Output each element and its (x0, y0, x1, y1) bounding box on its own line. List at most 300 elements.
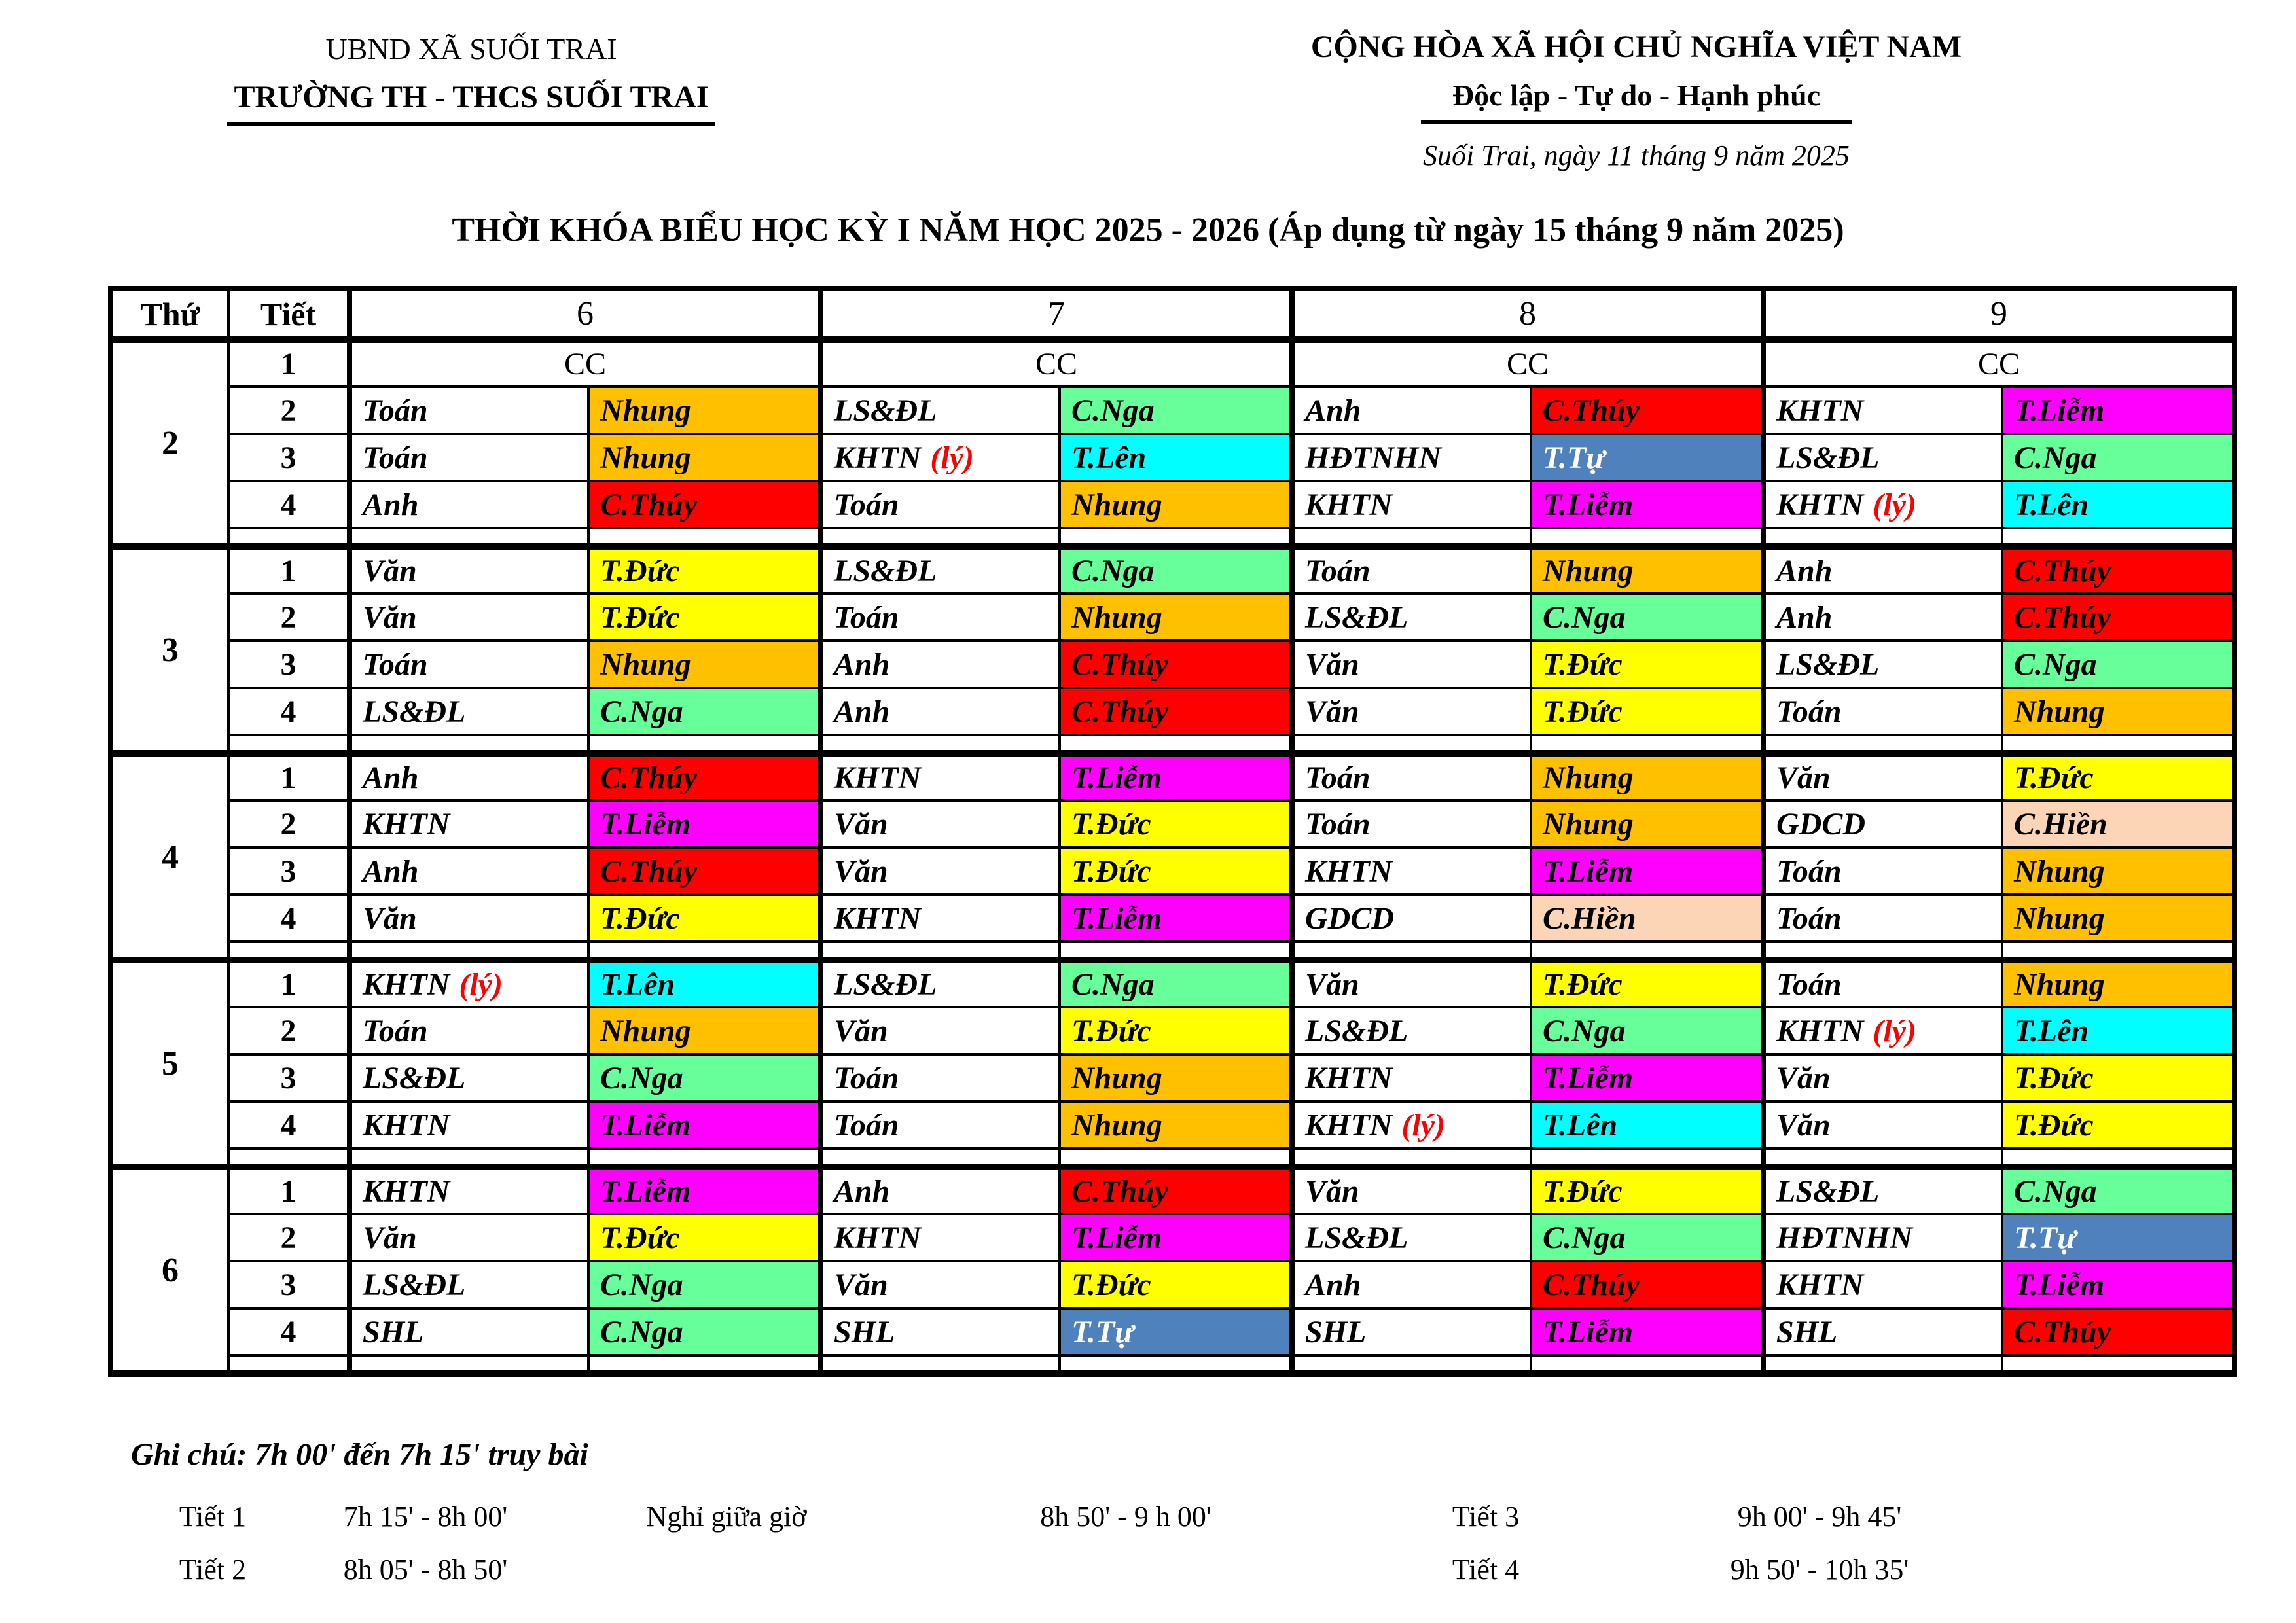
time-text: Tiết 2 (179, 1554, 247, 1586)
teacher-cell: T.Đức (1531, 960, 1763, 1007)
subject-label: LS&ĐL (363, 1267, 466, 1302)
subject-note: (lý) (1401, 1107, 1445, 1143)
subject-cell (1292, 895, 1531, 942)
subject-cell (1292, 847, 1531, 895)
subject-cell (821, 1054, 1060, 1101)
teacher-cell: Nhung (1531, 753, 1763, 800)
subject-label: Văn (1305, 694, 1359, 729)
subject-cell (1292, 434, 1531, 481)
period-cell: 4 (228, 688, 350, 735)
spacer-cell (228, 1355, 350, 1374)
period-cell: 1 (228, 1167, 350, 1214)
teacher-cell: Nhung (1531, 800, 1763, 847)
time-text: 8h 05' - 8h 50' (343, 1554, 508, 1586)
subject-cell (1292, 800, 1531, 847)
time-text (556, 1553, 897, 1586)
subject-cell (1763, 688, 2002, 735)
teacher-cell: T.Liễm (2002, 387, 2234, 434)
teacher-cell: C.Thúy (2002, 594, 2234, 641)
teacher-cell: C.Nga (588, 1308, 821, 1355)
spacer-cell (1292, 942, 1531, 960)
subject-label: Văn (1776, 1107, 1831, 1143)
period-cell: 3 (228, 434, 350, 481)
subject-label: LS&ĐL (1305, 1013, 1408, 1048)
timetable (108, 286, 2237, 1377)
subject-label: Văn (363, 599, 417, 635)
period-cell: 2 (228, 594, 350, 641)
teacher-cell: Nhung (1531, 546, 1763, 594)
time-text: 9h 00' - 9h 45' (1737, 1501, 1902, 1533)
teacher-cell: C.Thúy (1060, 688, 1292, 735)
subject-label: Toán (363, 1013, 428, 1048)
spacer-cell (1763, 1149, 2002, 1167)
teacher-cell: C.Nga (2002, 1167, 2234, 1214)
class-column-header: 9 (1763, 289, 2234, 340)
subject-cell (821, 481, 1060, 528)
period-cell: 4 (228, 1308, 350, 1355)
national-motto: Độc lập - Tự do - Hạnh phúc (1270, 78, 2003, 124)
subject-label: Văn (834, 853, 888, 889)
subject-cell (821, 1167, 1060, 1214)
subject-label: Anh (834, 694, 890, 729)
spacer-cell (2002, 942, 2234, 960)
subject-label: KHTN (363, 967, 450, 1002)
teacher-cell: T.Đức (1060, 1007, 1292, 1054)
teacher-cell: C.Thúy (588, 847, 821, 895)
subject-cell (350, 481, 588, 528)
teacher-cell: T.Liễm (588, 1167, 821, 1214)
subject-cell (1292, 753, 1531, 800)
teacher-cell: T.Đức (2002, 1054, 2234, 1101)
subject-cell (821, 387, 1060, 434)
teacher-cell: T.Liễm (1531, 1054, 1763, 1101)
subject-cell (1763, 1167, 2002, 1214)
spacer-cell (228, 1149, 350, 1167)
subject-label: Toán (834, 1060, 899, 1096)
subject-cell (1763, 800, 2002, 847)
teacher-cell: T.Tự (2002, 1214, 2234, 1261)
date-line: Suối Trai, ngày 11 tháng 9 năm 2025 (1423, 139, 1850, 171)
subject-cell (1763, 594, 2002, 641)
subject-label: LS&ĐL (1305, 599, 1408, 635)
spacer-cell (1292, 1149, 1531, 1167)
subject-cell (821, 800, 1060, 847)
time-text: 7h 15' - 8h 00' (343, 1501, 508, 1533)
subject-cell (821, 688, 1060, 735)
teacher-cell: Nhung (1060, 1101, 1292, 1149)
school-header-left (203, 31, 740, 126)
subject-label: Văn (363, 1220, 417, 1255)
teacher-cell: Nhung (1060, 594, 1292, 641)
page-title: THỜI KHÓA BIỂU HỌC KỲ I NĂM HỌC 2025 - 2026 (Áp dụng từ ngày 15 tháng 9 năm 2025) (452, 211, 1844, 249)
teacher-cell: T.Lên (1531, 1101, 1763, 1149)
footer-note: Ghi chú: 7h 00' đến 7h 15' truy bài (131, 1437, 588, 1472)
teacher-cell: C.Thúy (2002, 1308, 2234, 1355)
period-cell: 2 (228, 387, 350, 434)
teacher-cell: C.Thúy (588, 481, 821, 528)
spacer-cell (1763, 942, 2002, 960)
subject-label: Toán (363, 647, 428, 682)
subject-label: Anh (1305, 1267, 1361, 1302)
subject-cell (821, 753, 1060, 800)
subject-cell (350, 1261, 588, 1308)
subject-label: Văn (1776, 1060, 1831, 1096)
spacer-cell (588, 1355, 821, 1374)
period-cell: 1 (228, 340, 350, 387)
school-header-right (1270, 29, 2003, 172)
subject-cell (1292, 1261, 1531, 1308)
day-cell: 4 (111, 753, 228, 960)
org-name: UBND XÃ SUỐI TRAI (325, 32, 617, 65)
subject-label: KHTN (1305, 853, 1393, 889)
teacher-cell: Nhung (2002, 847, 2234, 895)
subject-cell (1763, 1101, 2002, 1149)
teacher-cell: Nhung (2002, 688, 2234, 735)
teacher-cell: T.Đức (588, 1214, 821, 1261)
schedule-times (131, 1500, 2166, 1586)
teacher-cell: C.Nga (1060, 960, 1292, 1007)
subject-cell (821, 960, 1060, 1007)
subject-label: KHTN (363, 1174, 450, 1209)
subject-cell (350, 688, 588, 735)
teacher-cell: C.Nga (1531, 1214, 1763, 1261)
teacher-cell: C.Nga (588, 1054, 821, 1101)
period-cell: 3 (228, 641, 350, 688)
period-cell: 4 (228, 481, 350, 528)
subject-cell (821, 641, 1060, 688)
subject-cell (1292, 1101, 1531, 1149)
day-cell: 5 (111, 960, 228, 1167)
subject-cell (1292, 546, 1531, 594)
spacer-cell (821, 1355, 1060, 1374)
teacher-cell: C.Thúy (2002, 546, 2234, 594)
time-text: Nghỉ giữa giờ (646, 1501, 807, 1533)
teacher-cell: T.Liễm (1060, 895, 1292, 942)
subject-cell (350, 1167, 588, 1214)
teacher-cell: T.Liễm (1060, 1214, 1292, 1261)
subject-note: (lý) (1873, 487, 1916, 522)
period-cell: 4 (228, 1101, 350, 1149)
time-text (897, 1553, 1355, 1586)
teacher-cell: C.Thúy (1060, 1167, 1292, 1214)
teacher-cell: T.Liễm (1531, 1308, 1763, 1355)
teacher-cell: T.Đức (588, 594, 821, 641)
subject-cell (350, 641, 588, 688)
spacer-cell (1531, 942, 1763, 960)
time-text: Tiết 1 (179, 1501, 247, 1533)
subject-label: Toán (834, 1107, 899, 1143)
subject-label: Văn (1305, 967, 1359, 1002)
subject-cell (821, 1007, 1060, 1054)
teacher-cell: Nhung (1060, 1054, 1292, 1101)
subject-label: KHTN (1776, 1013, 1864, 1048)
teacher-cell: Nhung (588, 387, 821, 434)
subject-label: Toán (1776, 967, 1842, 1002)
subject-label: KHTN (363, 806, 450, 842)
period-cell: 2 (228, 800, 350, 847)
period-cell: 3 (228, 847, 350, 895)
subject-label: Văn (1776, 760, 1831, 795)
subject-label: KHTN (363, 1107, 450, 1143)
subject-cell (821, 847, 1060, 895)
subject-label: Văn (834, 806, 888, 842)
subject-label: LS&ĐL (1305, 1220, 1408, 1255)
subject-cell (1763, 1054, 2002, 1101)
subject-label: SHL (834, 1314, 895, 1349)
national-title: CỘNG HÒA XÃ HỘI CHỦ NGHĨA VIỆT NAM (1310, 29, 1962, 64)
teacher-cell: C.Nga (2002, 641, 2234, 688)
spacer-cell (1763, 735, 2002, 753)
subject-label: HĐTNHN (1305, 440, 1441, 475)
subject-cell (821, 1308, 1060, 1355)
teacher-cell: Nhung (588, 641, 821, 688)
spacer-cell (228, 942, 350, 960)
teacher-cell: T.Tự (1060, 1308, 1292, 1355)
teacher-cell: T.Liễm (1060, 753, 1292, 800)
subject-cell (1763, 1214, 2002, 1261)
teacher-cell: C.Hiền (1531, 895, 1763, 942)
day-cell: 2 (111, 340, 228, 546)
spacer-cell (2002, 1149, 2234, 1167)
subject-label: Anh (834, 647, 890, 682)
spacer-cell (588, 735, 821, 753)
subject-label: Văn (834, 1267, 888, 1302)
spacer-cell (1060, 735, 1292, 753)
subject-note: (lý) (1873, 1013, 1916, 1048)
subject-cell (1763, 434, 2002, 481)
period-cell: 1 (228, 960, 350, 1007)
subject-cell (1292, 594, 1531, 641)
teacher-cell: C.Thúy (1531, 1261, 1763, 1308)
day-column-header: Thứ (111, 289, 228, 340)
subject-label: Toán (834, 599, 899, 635)
subject-note: (lý) (930, 440, 974, 475)
subject-cell (821, 546, 1060, 594)
subject-cell (1292, 1308, 1531, 1355)
footer (131, 1436, 2166, 1606)
spacer-cell (350, 735, 588, 753)
subject-cell (350, 387, 588, 434)
subject-cell (1763, 895, 2002, 942)
spacer-cell (821, 1149, 1060, 1167)
schedule-times-row (131, 1500, 2166, 1533)
period-cell: 4 (228, 895, 350, 942)
subject-note: (lý) (459, 967, 503, 1002)
spacer-cell (2002, 1355, 2234, 1374)
teacher-cell: C.Nga (2002, 434, 2234, 481)
subject-label: KHTN (1776, 393, 1864, 428)
subject-cell (350, 800, 588, 847)
subject-cell (1292, 1007, 1531, 1054)
subject-label: Anh (363, 487, 419, 522)
period-cell: 1 (228, 753, 350, 800)
teacher-cell: T.Tự (1531, 434, 1763, 481)
teacher-cell: T.Liễm (588, 1101, 821, 1149)
subject-label: LS&ĐL (1776, 647, 1880, 682)
subject-label: KHTN (1776, 1267, 1864, 1302)
teacher-cell: Nhung (588, 434, 821, 481)
teacher-cell: C.Nga (588, 1261, 821, 1308)
subject-cell (1763, 641, 2002, 688)
subject-cell (1763, 387, 2002, 434)
subject-cell (350, 895, 588, 942)
subject-label: LS&ĐL (834, 554, 937, 588)
teacher-cell: T.Đức (1060, 800, 1292, 847)
cc-cell: CC (1292, 340, 1763, 387)
time-text: Tiết 3 (1452, 1501, 1520, 1533)
subject-label: Anh (363, 853, 419, 889)
teacher-cell: T.Lên (2002, 481, 2234, 528)
spacer-cell (821, 528, 1060, 546)
subject-label: Toán (363, 440, 428, 475)
spacer-cell (588, 942, 821, 960)
subject-label: Anh (1776, 554, 1833, 588)
class-column-header: 7 (821, 289, 1292, 340)
class-column-header: 6 (350, 289, 821, 340)
class-column-header: 8 (1292, 289, 1763, 340)
spacer-cell (1531, 735, 1763, 753)
spacer-cell (1531, 1355, 1763, 1374)
time-text: 8h 50' - 9 h 00' (1040, 1501, 1211, 1533)
subject-label: Toán (1776, 901, 1842, 936)
subject-label: Anh (1776, 599, 1833, 635)
spacer-cell (588, 528, 821, 546)
subject-label: LS&ĐL (1776, 1174, 1880, 1209)
subject-cell (821, 1261, 1060, 1308)
subject-cell (350, 1101, 588, 1149)
spacer-cell (350, 1355, 588, 1374)
subject-cell (350, 1214, 588, 1261)
teacher-cell: T.Đức (1531, 1167, 1763, 1214)
teacher-cell: C.Nga (588, 688, 821, 735)
teacher-cell: C.Nga (1060, 546, 1292, 594)
teacher-cell: T.Liễm (588, 800, 821, 847)
subject-cell (1292, 1054, 1531, 1101)
spacer-cell (1292, 1355, 1531, 1374)
teacher-cell: C.Thúy (588, 753, 821, 800)
subject-cell (1292, 1214, 1531, 1261)
subject-label: Văn (363, 554, 417, 588)
spacer-cell (1763, 1355, 2002, 1374)
subject-label: Toán (1305, 554, 1371, 588)
subject-cell (1763, 546, 2002, 594)
subject-label: Anh (834, 1174, 890, 1209)
spacer-cell (228, 528, 350, 546)
subject-cell (1292, 688, 1531, 735)
subject-label: SHL (363, 1314, 424, 1349)
subject-label: KHTN (1305, 1107, 1393, 1143)
spacer-cell (821, 942, 1060, 960)
teacher-cell: T.Đức (2002, 1101, 2234, 1149)
subject-label: KHTN (834, 1220, 922, 1255)
spacer-cell (350, 1149, 588, 1167)
subject-cell (1292, 641, 1531, 688)
subject-label: GDCD (1776, 806, 1866, 842)
teacher-cell: T.Lên (1060, 434, 1292, 481)
spacer-cell (588, 1149, 821, 1167)
school-name: TRƯỜNG TH - THCS SUỐI TRAI (203, 79, 740, 126)
subject-label: LS&ĐL (363, 694, 466, 729)
subject-cell (350, 1054, 588, 1101)
subject-cell (821, 1214, 1060, 1261)
teacher-cell: T.Lên (2002, 1007, 2234, 1054)
period-cell: 2 (228, 1007, 350, 1054)
spacer-cell (2002, 735, 2234, 753)
subject-label: LS&ĐL (363, 1060, 466, 1096)
teacher-cell: T.Liễm (1531, 847, 1763, 895)
subject-cell (350, 594, 588, 641)
teacher-cell: C.Hiền (2002, 800, 2234, 847)
subject-label: Toán (1305, 806, 1371, 842)
subject-label: Anh (363, 760, 419, 795)
subject-label: LS&ĐL (1776, 440, 1880, 475)
spacer-cell (1292, 735, 1531, 753)
subject-label: Văn (834, 1013, 888, 1048)
teacher-cell: T.Lên (588, 960, 821, 1007)
subject-cell (350, 1007, 588, 1054)
subject-cell (1763, 847, 2002, 895)
subject-label: KHTN (834, 760, 922, 795)
subject-cell (350, 847, 588, 895)
cc-cell: CC (1763, 340, 2234, 387)
teacher-cell: T.Đức (1531, 688, 1763, 735)
spacer-cell (821, 735, 1060, 753)
spacer-cell (228, 735, 350, 753)
teacher-cell: C.Nga (1531, 594, 1763, 641)
subject-cell (1763, 1007, 2002, 1054)
teacher-cell: T.Đức (588, 546, 821, 594)
subject-cell (350, 753, 588, 800)
teacher-cell: T.Đức (1531, 641, 1763, 688)
subject-label: Anh (1305, 393, 1361, 428)
schedule-times-row (131, 1553, 2166, 1586)
subject-label: Toán (834, 487, 899, 522)
subject-label: GDCD (1305, 901, 1395, 936)
subject-cell (1763, 1308, 2002, 1355)
subject-label: Toán (363, 393, 428, 428)
subject-cell (1763, 1261, 2002, 1308)
subject-label: KHTN (1776, 487, 1864, 522)
spacer-cell (1060, 528, 1292, 546)
teacher-cell: T.Đức (2002, 753, 2234, 800)
cc-cell: CC (821, 340, 1292, 387)
spacer-cell (1531, 1149, 1763, 1167)
subject-label: LS&ĐL (834, 967, 937, 1002)
subject-cell (821, 594, 1060, 641)
subject-label: Văn (1305, 1174, 1359, 1209)
teacher-cell: T.Đức (588, 895, 821, 942)
teacher-cell: Nhung (2002, 895, 2234, 942)
spacer-cell (1763, 528, 2002, 546)
subject-label: HĐTNHN (1776, 1220, 1912, 1255)
subject-label: Toán (1776, 694, 1842, 729)
subject-label: Văn (363, 901, 417, 936)
spacer-cell (350, 528, 588, 546)
subject-cell (350, 1308, 588, 1355)
spacer-cell (1292, 528, 1531, 546)
teacher-cell: T.Đức (1060, 1261, 1292, 1308)
subject-label: KHTN (1305, 1060, 1393, 1096)
subject-cell (1292, 1167, 1531, 1214)
subject-cell (350, 434, 588, 481)
subject-cell (1292, 481, 1531, 528)
subject-label: LS&ĐL (834, 393, 937, 428)
time-text: 9h 50' - 10h 35' (1730, 1554, 1909, 1586)
subject-cell (1763, 481, 2002, 528)
day-cell: 6 (111, 1167, 228, 1374)
spacer-cell (350, 942, 588, 960)
spacer-cell (2002, 528, 2234, 546)
